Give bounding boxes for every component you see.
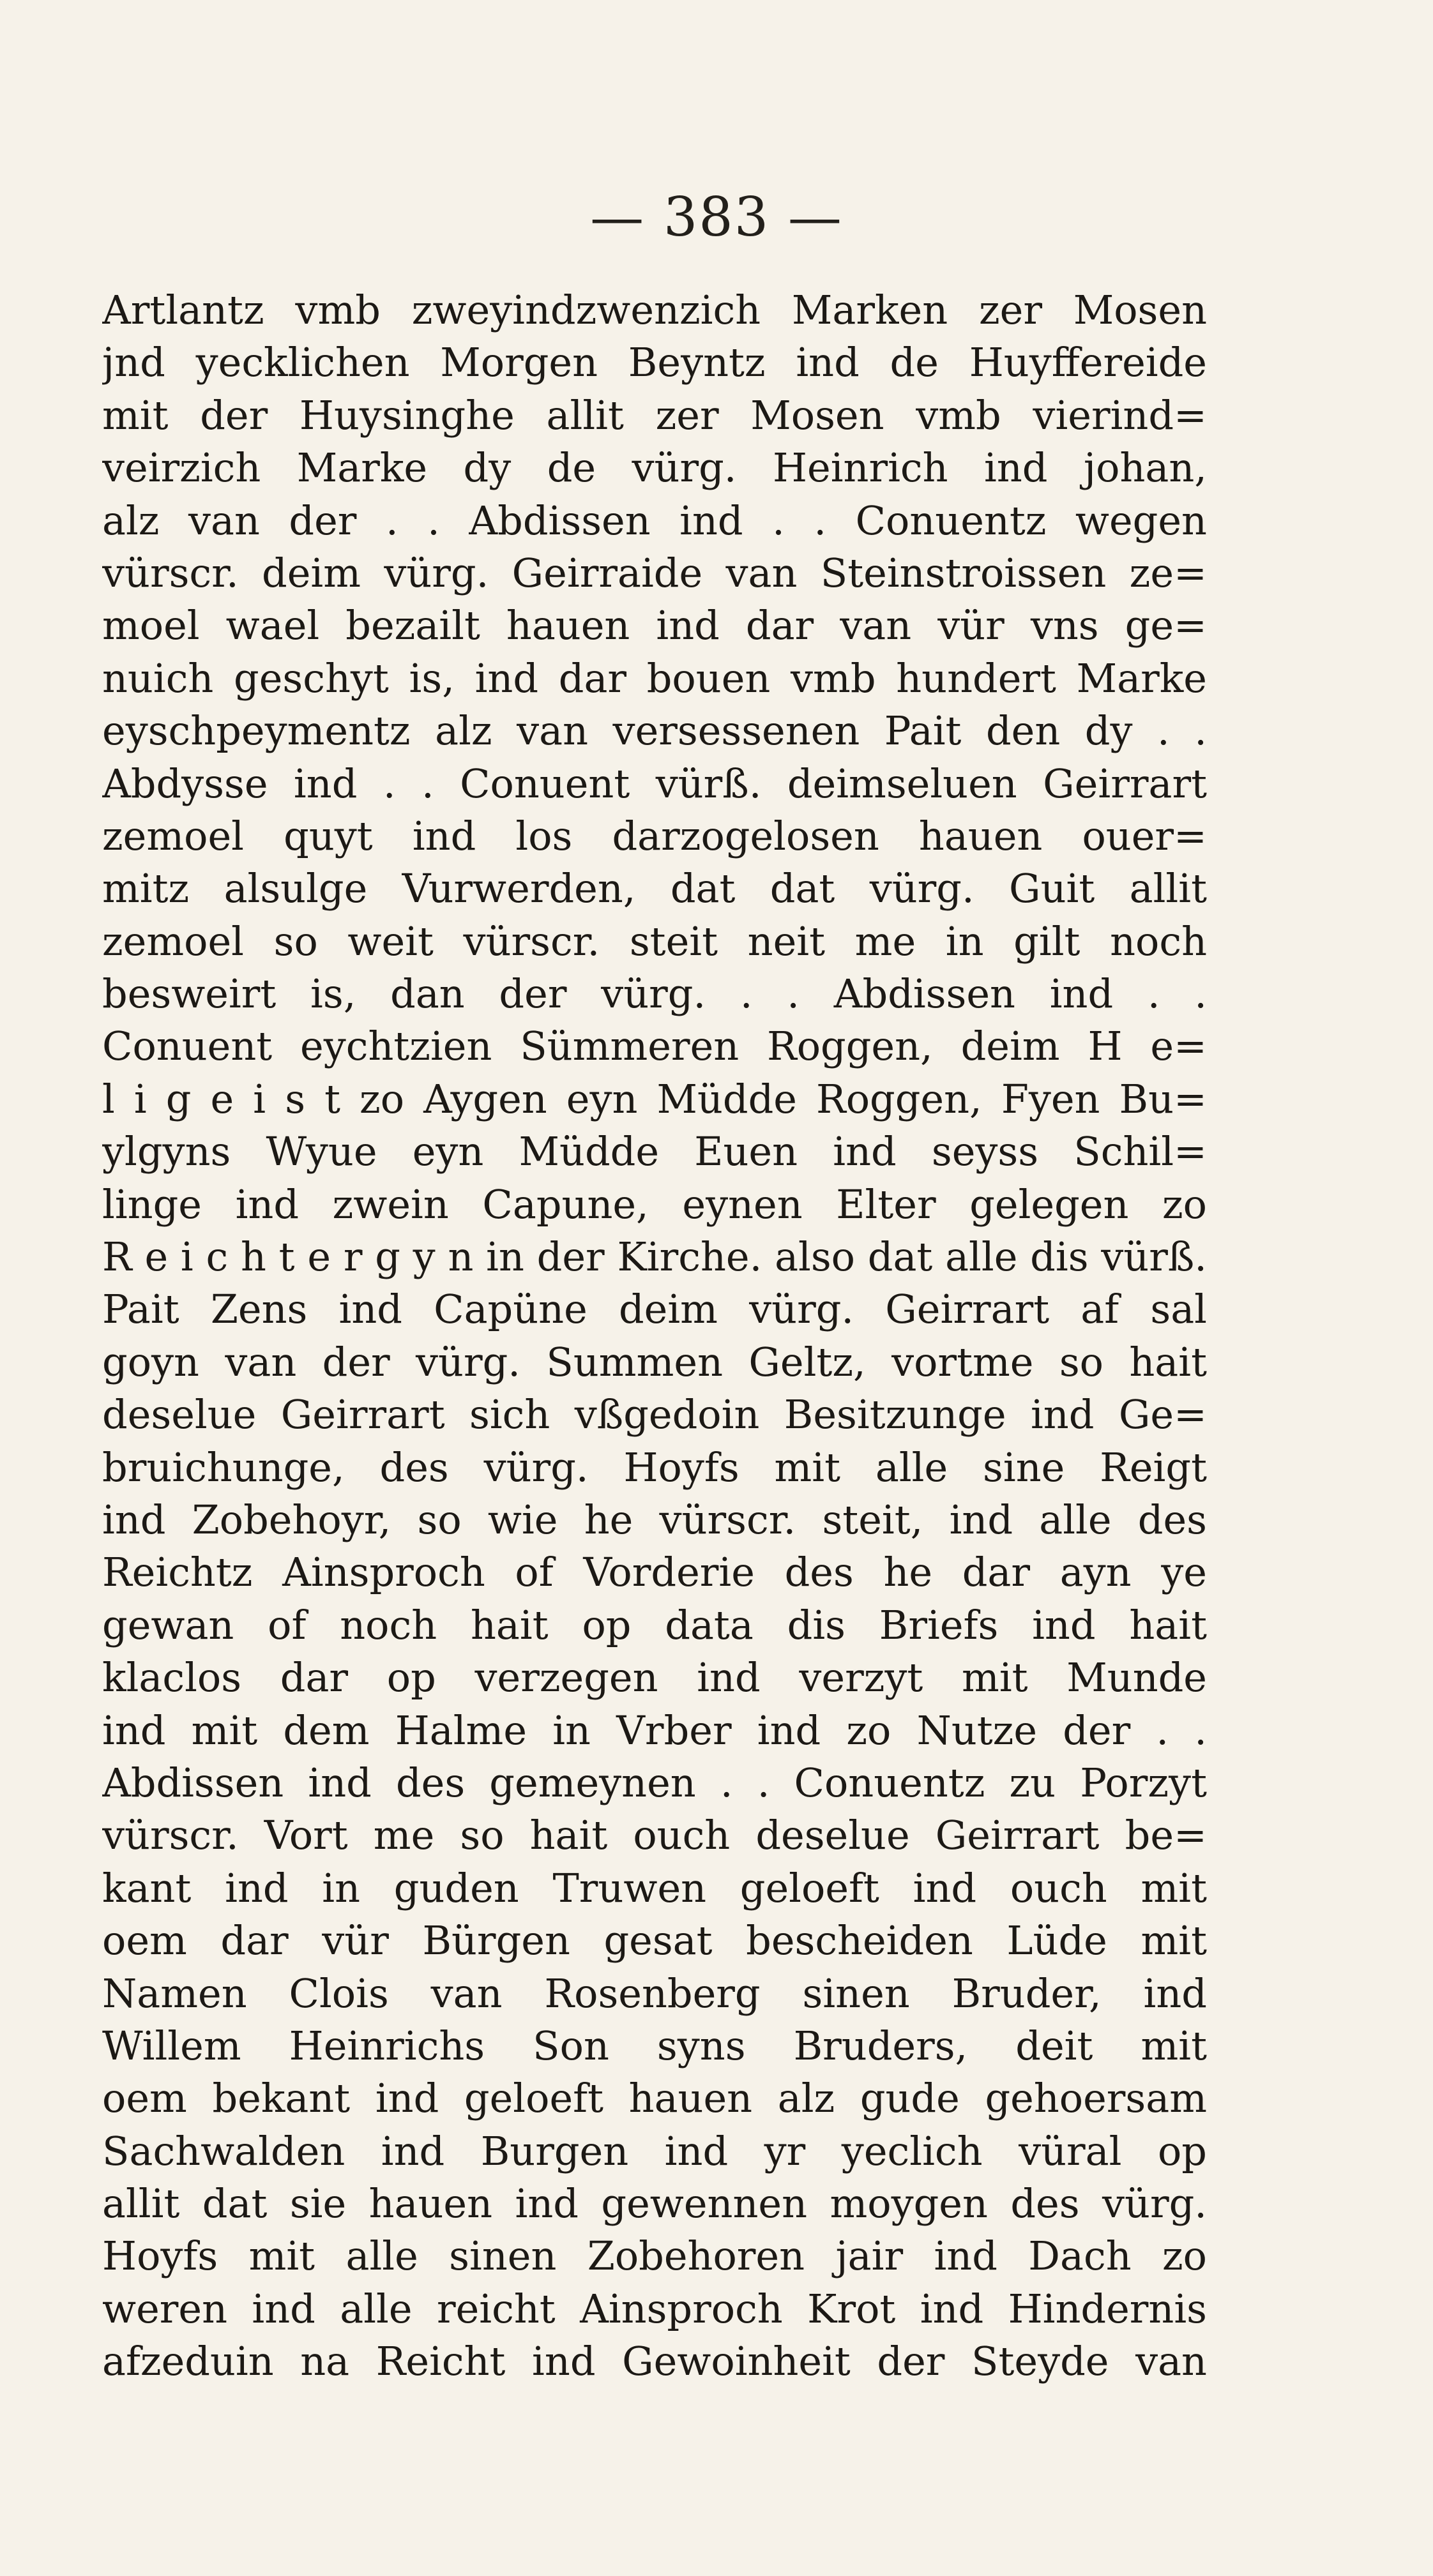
text-line: nuich geschyt is, ind dar bouen vmb hundert Marke <box>102 654 1207 702</box>
body-text <box>102 284 1207 2388</box>
text-line: Willem Heinrichs Son syns Bruders, deit mit <box>102 2022 1207 2069</box>
text-line: Abdysse ind . . Conuent vürß. deimseluen Geirrart <box>102 760 1207 807</box>
text-line: Abdissen ind des gemeynen . . Conuentz zu Porzyt <box>102 1759 1207 1806</box>
text-line: gewan of noch hait op data dis Briefs ind hait <box>102 1601 1207 1648</box>
text-line: oem bekant ind geloeft hauen alz gude gehoersam <box>102 2075 1207 2122</box>
text-line: zemoel quyt ind los darzogelosen hauen ouer= <box>102 812 1207 859</box>
text-line: zemoel so weit vürscr. steit neit me in gilt noch <box>102 917 1207 965</box>
text-line: veirzich Marke dy de vürg. Heinrich ind johan, <box>102 444 1207 492</box>
text-line: Reichtz Ainsproch of Vorderie des he dar ayn ye <box>102 1549 1207 1596</box>
text-line: ylgyns Wyue eyn Müdde Euen ind seyss Schil= <box>102 1128 1207 1175</box>
text-line: Conuent eychtzien Sümmeren Roggen, deim H e= <box>102 1023 1207 1070</box>
text-line: allit dat sie hauen ind gewennen moygen des vürg. <box>102 2180 1207 2227</box>
text-line: Hoyfs mit alle sinen Zobehoren jair ind Dach zo <box>102 2233 1207 2280</box>
text-line: Artlantz vmb zweyindzwenzich Marken zer Mosen <box>102 287 1207 333</box>
text-line: afzeduin na Reicht ind Gewoinheit der Steyde van <box>102 2338 1207 2385</box>
text-line: Namen Clois van Rosenberg sinen Bruder, ind <box>102 1970 1207 2017</box>
text-line: moel wael bezailt hauen ind dar van vür vns ge= <box>102 602 1207 649</box>
text-line: oem dar vür Bürgen gesat bescheiden Lüde mit <box>102 1917 1207 1964</box>
text-line: Pait Zens ind Capüne deim vürg. Geirrart af sal <box>102 1286 1207 1333</box>
text-line: mit der Huysinghe allit zer Mosen vmb vierind= <box>102 391 1207 439</box>
page-number: — 383 — <box>590 186 843 248</box>
text-line: weren ind alle reicht Ainsproch Krot ind Hindernis <box>102 2285 1207 2332</box>
text-line: ind Zobehoyr, so wie he vürscr. steit, ind alle des <box>102 1496 1207 1543</box>
text-line: goyn van der vürg. Summen Geltz, vortme so hait <box>102 1338 1207 1385</box>
text-line: bruichunge, des vürg. Hoyfs mit alle sine Reigt <box>102 1443 1207 1491</box>
text-line: ind mit dem Halme in Vrber ind zo Nutze der . . <box>102 1706 1207 1754</box>
text-line: klaclos dar op verzegen ind verzyt mit Munde <box>102 1654 1207 1701</box>
text-line: besweirt is, dan der vürg. . . Abdissen ind . . <box>102 970 1207 1018</box>
text-line: alz van der . . Abdissen ind . . Conuentz wegen <box>102 497 1207 544</box>
text-line: eyschpeymentz alz van versessenen Pait den dy . . <box>102 707 1207 755</box>
text-line: Sachwalden ind Burgen ind yr yeclich vüral op <box>102 2127 1207 2174</box>
text-line: jnd yecklichen Morgen Beyntz ind de Huyffereide <box>102 339 1207 386</box>
text-line: vürscr. deim vürg. Geirraide van Steinstroissen ze= <box>102 549 1207 596</box>
text-line: deselue Geirrart sich vßgedoin Besitzunge ind Ge= <box>102 1391 1207 1438</box>
text-line: mitz alsulge Vurwerden, dat dat vürg. Guit allit <box>102 865 1207 912</box>
text-line: R e i c h t e r g y n in der Kirche. also dat alle dis vürß. <box>102 1233 1207 1281</box>
text-line: linge ind zwein Capune, eynen Elter gelegen zo <box>102 1180 1207 1228</box>
text-line: l i g e i s t zo Aygen eyn Müdde Roggen, Fyen Bu= <box>102 1075 1207 1122</box>
text-line: kant ind in guden Truwen geloeft ind ouch mit <box>102 1864 1207 1911</box>
text-line: vürscr. Vort me so hait ouch deselue Geirrart be= <box>102 1812 1207 1859</box>
